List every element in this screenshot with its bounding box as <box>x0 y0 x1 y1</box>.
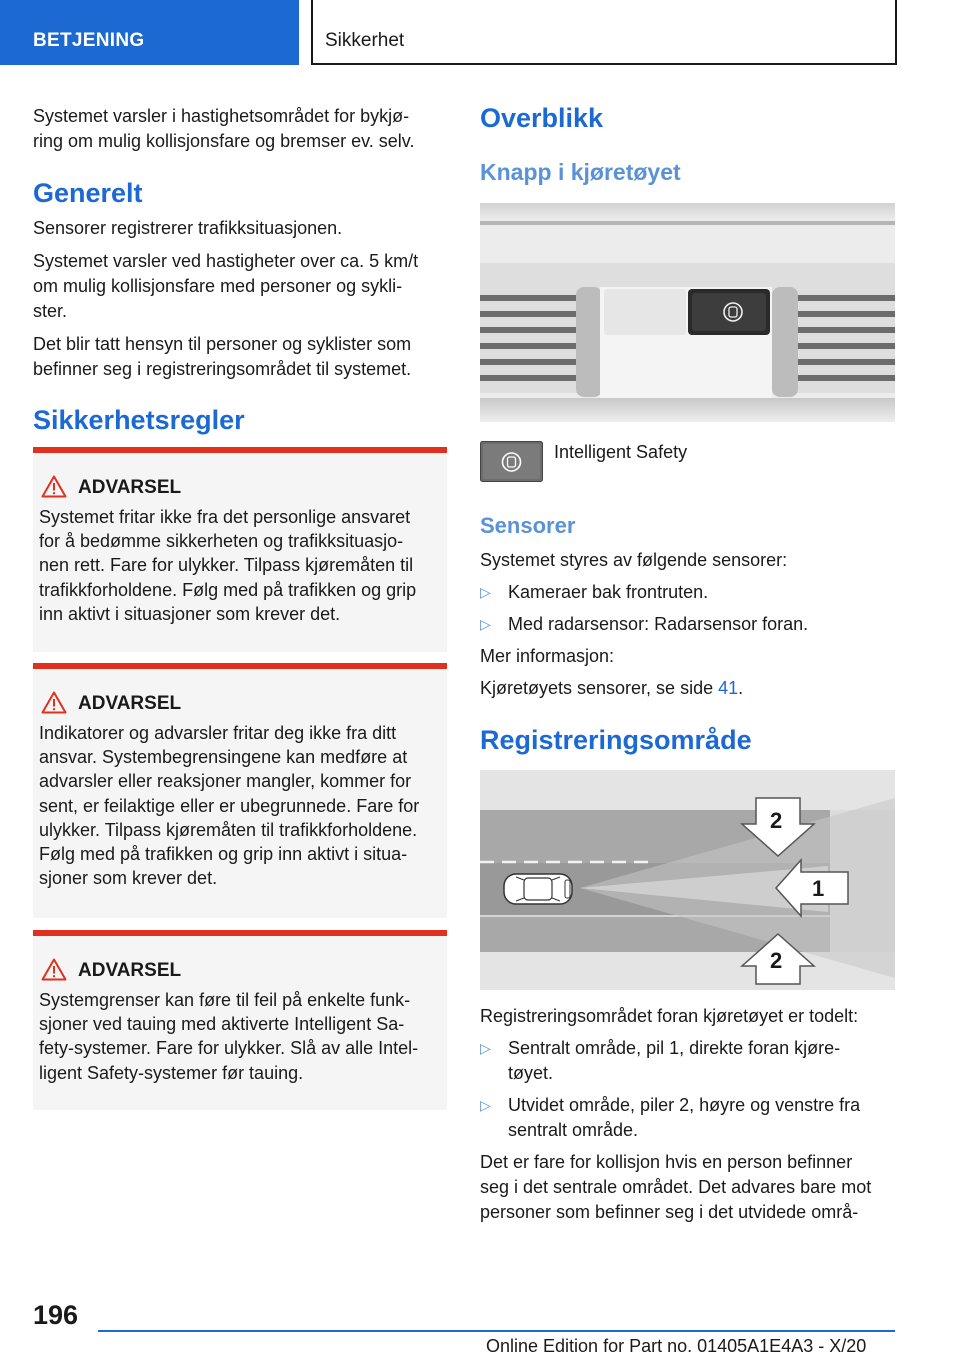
warning-3-line: sjoner ved tauing med aktiverte Intelligent Sa- <box>39 1014 405 1035</box>
list-item-line: tøyet. <box>508 1063 554 1083</box>
page-number: 196 <box>33 1300 79 1330</box>
warning-triangle-icon <box>41 958 67 981</box>
button-heading: Knapp i kjøretøyet <box>480 159 681 185</box>
area-intro: Registreringsområdet foran kjøretøyet er todelt: <box>480 1006 859 1026</box>
sensors-ref-end: . <box>738 678 744 698</box>
triangle-bullet-icon: ▷ <box>480 584 491 600</box>
list-item <box>480 580 890 605</box>
car-icon <box>504 874 572 904</box>
list-item-line: Utvidet område, piler 2, høyre og venstre fra <box>508 1095 861 1115</box>
warning-triangle-icon <box>41 475 67 498</box>
intelligent-safety-button-icon <box>480 441 543 482</box>
header-section-label: BETJENING <box>33 30 145 51</box>
warning-2-line: ulykker. Tilpass kjøremåten til trafikkforholdene. <box>39 819 418 840</box>
arrow-2-top-label: 2 <box>770 808 783 833</box>
detection-area-diagram <box>480 770 895 990</box>
warning-2-line: Indikatorer og advarsler fritar deg ikke fra ditt <box>39 723 397 743</box>
header-title-box <box>311 0 897 65</box>
warning-box-2 <box>33 663 447 918</box>
area-p-line-1: Det er fare for kollisjon hvis en person befinner <box>480 1152 853 1172</box>
intro-line-1: Systemet varsler i hastighetsområdet for bykjø- <box>33 106 410 126</box>
warning-2-line: Følg med på trafikken og grip inn aktivt i situa- <box>39 844 408 865</box>
warning-box-3 <box>33 930 447 1110</box>
button-label: Intelligent Safety <box>554 442 688 462</box>
generelt-p2-l3: ster. <box>33 301 68 321</box>
list-item-text <box>508 1036 878 1086</box>
warning-3-line: Systemgrenser kan føre til feil på enkelte funk- <box>39 990 411 1010</box>
generelt-p2-l1: Systemet varsler ved hastigheter over ca. 5 km/t <box>33 251 419 271</box>
warning-1-line: nen rett. Fare for ulykker. Tilpass kjøremåten til <box>39 555 414 576</box>
warning-1-line: trafikkforholdene. Følg med på trafikken og grip <box>39 579 417 600</box>
more-info: Mer informasjon: <box>480 646 615 666</box>
list-item <box>480 1036 890 1086</box>
warning-body-2 <box>39 721 443 890</box>
warning-2-line: ansvar. Systembegrensingene kan medføre at <box>39 747 408 768</box>
safety-heading: Sikkerhetsregler <box>33 405 245 435</box>
warning-2-line: sent, er feilaktige eller er ubegrunnede. Fare for <box>39 795 420 816</box>
list-item <box>480 612 890 637</box>
arrow-2-bottom-label: 2 <box>770 948 783 973</box>
warning-1-line: Systemet fritar ikke fra det personlige ansvaret <box>39 507 411 527</box>
footer-edition: Online Edition for Part no. 01405A1E4A3 - X/20 <box>486 1336 867 1356</box>
sensors-ref-text: Kjøretøyets sensorer, se side <box>480 678 719 698</box>
triangle-bullet-icon: ▷ <box>480 1097 491 1113</box>
list-item-text: Med radarsensor: Radarsensor foran. <box>508 614 809 634</box>
warning-2-line: advarsler eller reaksjoner mangler, kommer for <box>39 771 412 792</box>
warning-title-3: ADVARSEL <box>78 960 182 981</box>
warning-box-1 <box>33 447 447 652</box>
list-item-line: sentralt område. <box>508 1120 639 1140</box>
generelt-p1: Sensorer registrerer trafikksituasjonen. <box>33 218 343 238</box>
warning-title-2: ADVARSEL <box>78 693 182 714</box>
sensors-ref-link[interactable]: 41 <box>718 678 739 698</box>
generelt-p3-l2: befinner seg i registreringsområdet til systemet. <box>33 359 412 379</box>
area-heading: Registreringsområde <box>480 725 752 755</box>
generelt-p3-l1: Det blir tatt hensyn til personer og syklister som <box>33 334 412 354</box>
sensors-heading: Sensorer <box>480 513 576 538</box>
warning-title-1: ADVARSEL <box>78 477 182 498</box>
intro-line-2: ring om mulig kollisjonsfare og bremser ev. selv. <box>33 131 415 151</box>
overview-heading: Overblikk <box>480 103 604 133</box>
warning-3-line: ligent Safety-systemer før tauing. <box>39 1062 304 1083</box>
generelt-p2-l2: om mulig kollisjonsfare med personer og sykli- <box>33 276 403 296</box>
list-item <box>480 1093 890 1143</box>
generelt-heading: Generelt <box>33 178 143 208</box>
dashboard-button-photo <box>480 203 895 422</box>
sensors-reference <box>480 676 743 701</box>
triangle-bullet-icon: ▷ <box>480 1040 491 1056</box>
footer-divider <box>98 1330 895 1332</box>
area-p-line-2: seg i det sentrale området. Det advares bare mot <box>480 1177 872 1197</box>
warning-2-line: sjoner som krever det. <box>39 868 218 889</box>
warning-triangle-icon <box>41 691 67 714</box>
warning-body-3 <box>39 988 443 1085</box>
list-item-line: Sentralt område, pil 1, direkte foran kjøre- <box>508 1038 841 1058</box>
warning-3-line: fety-systemer. Fare for ulykker. Slå av alle Intel- <box>39 1038 419 1059</box>
warning-1-line: for å bedømme sikkerheten og trafikksituasjo- <box>39 531 404 552</box>
list-item-text: Kameraer bak frontruten. <box>508 582 709 602</box>
area-p-line-3: personer som befinner seg i det utvidede områ- <box>480 1202 859 1222</box>
arrow-1-label: 1 <box>812 876 825 901</box>
header-section-tab <box>0 0 299 65</box>
triangle-bullet-icon: ▷ <box>480 616 491 632</box>
sensors-intro: Systemet styres av følgende sensorer: <box>480 550 788 570</box>
warning-1-line: inn aktivt i situasjoner som krever det. <box>39 603 341 624</box>
warning-body-1 <box>39 505 443 626</box>
list-item-text <box>508 1093 878 1143</box>
header-title: Sikkerhet <box>325 30 405 51</box>
